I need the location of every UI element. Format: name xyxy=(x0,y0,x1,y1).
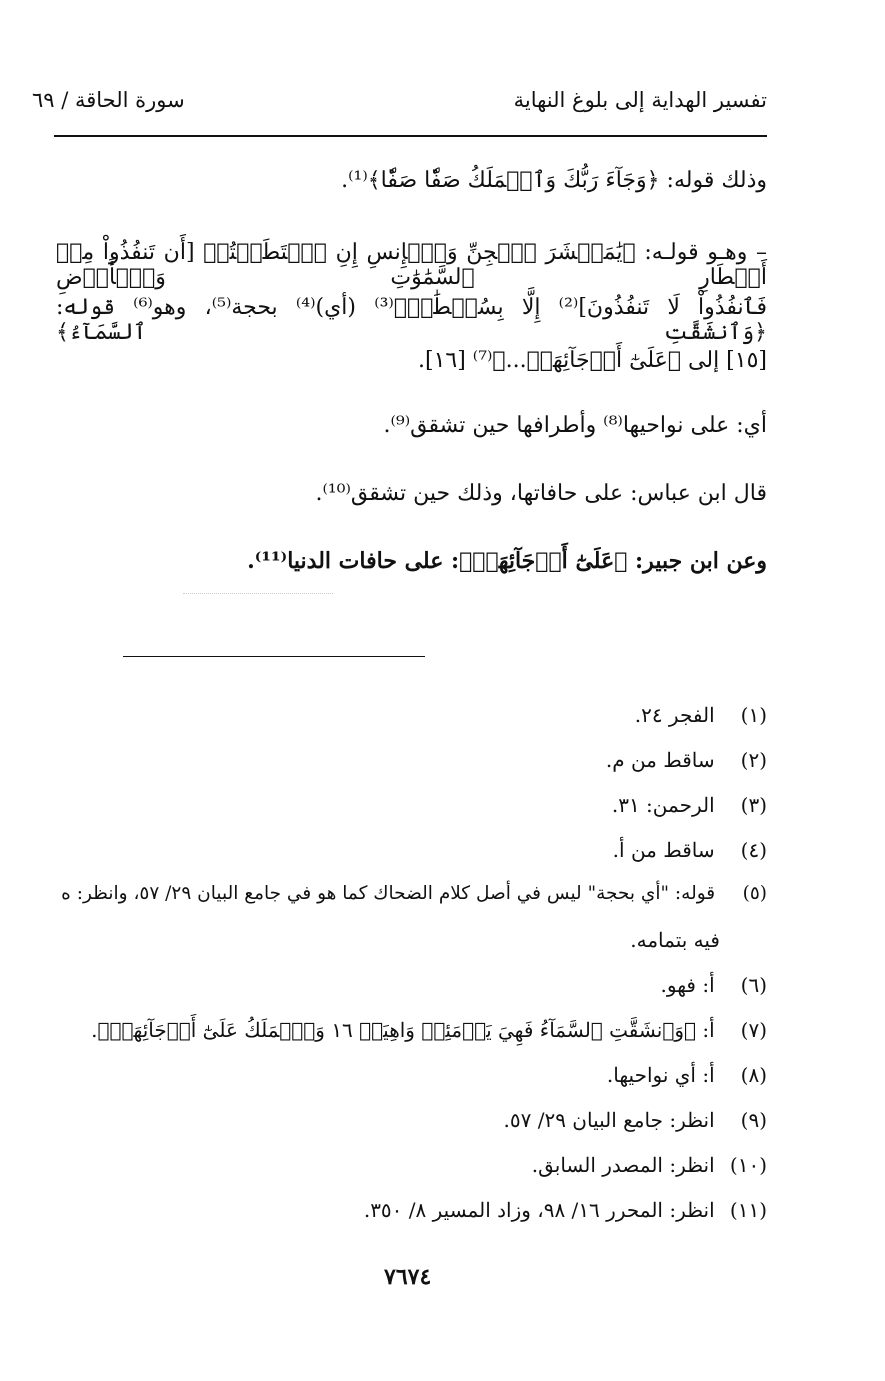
page-number: ٧٦٧٤ xyxy=(384,1264,432,1290)
running-header-title: تفسير الهداية إلى بلوغ النهاية xyxy=(513,88,767,112)
footnote-number: (١٠) xyxy=(729,1153,767,1177)
footnote-text: أ: فهو. xyxy=(660,973,715,997)
footnote-text: ساقط من م. xyxy=(605,748,715,772)
footnote-text: الفجر ٢٤. xyxy=(634,703,715,727)
footnote-8 xyxy=(607,1063,767,1087)
footnote-number: (٧) xyxy=(740,1018,767,1042)
body-line-6: قال ابن عباس: على حافاتها، وذلك حين تشقق⁽¹⁰⁾. xyxy=(315,481,767,506)
footnote-number: (٦) xyxy=(740,973,767,997)
header-rule xyxy=(54,135,767,137)
footnote-text: ساقط من أ. xyxy=(612,838,715,862)
footnote-text: الرحمن: ٣١. xyxy=(611,793,715,817)
footnote-10 xyxy=(532,1153,767,1177)
body-line-3: فَٱنفُذُواْ لَا تَنفُذُونَ]⁽²⁾ إِلَّا بِسُلۡطَٰنٖ﴾⁽³⁾ (أي)⁽⁴⁾ بحجة⁽⁵⁾، وهو⁽⁶⁾ قوله: ﴿وَٱنشَقَّتِ ٱلسَّمَآءُ﴾ xyxy=(56,295,768,345)
footnote-text: أ: ﴿وَٱنشَقَّتِ ٱلسَّمَآءُ فَهِيَ يَوۡمَئِذٖ وَاهِيَةٞ ١٦ وَٱلۡمَلَكُ عَلَىٰٓ أَرۡجَآئِهَاۚ﴾. xyxy=(91,1018,715,1042)
footnote-1 xyxy=(635,703,767,727)
body-line-4: [١٥] إلى ﴿عَلَىٰٓ أَرۡجَآئِهَاۚ...﴾⁽⁷⁾ [١٦]. xyxy=(417,348,767,373)
footnote-5-continuation: فيه بتمامه. xyxy=(630,928,720,952)
footnote-number: (٨) xyxy=(740,1063,767,1087)
running-header-surah: سورة الحاقة / ٦٩ xyxy=(32,88,185,112)
footnote-number: (٥) xyxy=(742,883,767,904)
footnote-number: (١) xyxy=(740,703,767,727)
footnote-number: (٤) xyxy=(740,838,767,862)
body-line-2: – وهـو قولـه: ﴿يَٰمَعۡشَرَ ٱلۡجِنِّ وَٱلۡإِنسِ إِنِ ٱسۡتَطَعۡتُمۡ [أَن تَنفُذُواْ مِنۡ أَقۡطَارِ ٱلسَّمَٰوَٰتِ وَٱلۡأَرۡضِ xyxy=(56,240,767,290)
footnote-number: (١١) xyxy=(729,1198,767,1222)
footnote-number: (٢) xyxy=(740,748,767,772)
footnote-6 xyxy=(661,973,767,997)
scan-artifact xyxy=(183,593,333,594)
footnote-text: أ: أي نواحيها. xyxy=(606,1063,715,1087)
footnote-text: انظر: المحرر ١٦/ ٩٨، وزاد المسير ٨/ ٣٥٠. xyxy=(363,1198,715,1222)
body-line-5: أي: على نواحيها⁽⁸⁾ وأطرافها حين تشقق⁽⁹⁾. xyxy=(383,413,767,438)
footnote-9 xyxy=(504,1108,768,1132)
footnote-5 xyxy=(56,883,767,904)
footnote-text: انظر: المصدر السابق. xyxy=(531,1153,715,1177)
footnote-number: (٣) xyxy=(740,793,767,817)
body-line-1: وذلك قوله: ﴿وَجَآءَ رَبُّكَ وَٱلۡمَلَكُ صَفّٗا صَفّٗا﴾⁽¹⁾. xyxy=(341,168,767,193)
footnote-4 xyxy=(613,838,767,862)
body-line-7: وعن ابن جبير: ﴿عَلَىٰٓ أَرۡجَآئِهَاۚ﴾: على حافات الدنيا⁽¹¹⁾. xyxy=(247,548,767,574)
footnote-2 xyxy=(606,748,767,772)
footnote-3 xyxy=(612,793,767,817)
footnote-text: انظر: جامع البيان ٢٩/ ٥٧. xyxy=(503,1108,715,1132)
footnote-separator xyxy=(123,656,425,657)
footnote-number: (٩) xyxy=(740,1108,767,1132)
footnote-11 xyxy=(364,1198,767,1222)
footnote-text: قوله: "أي بحجة" ليس في أصل كلام الضحاك كما هو في جامع البيان ٢٩/ ٥٧، وانظر: ه xyxy=(61,883,716,904)
footnote-7 xyxy=(91,1018,767,1042)
